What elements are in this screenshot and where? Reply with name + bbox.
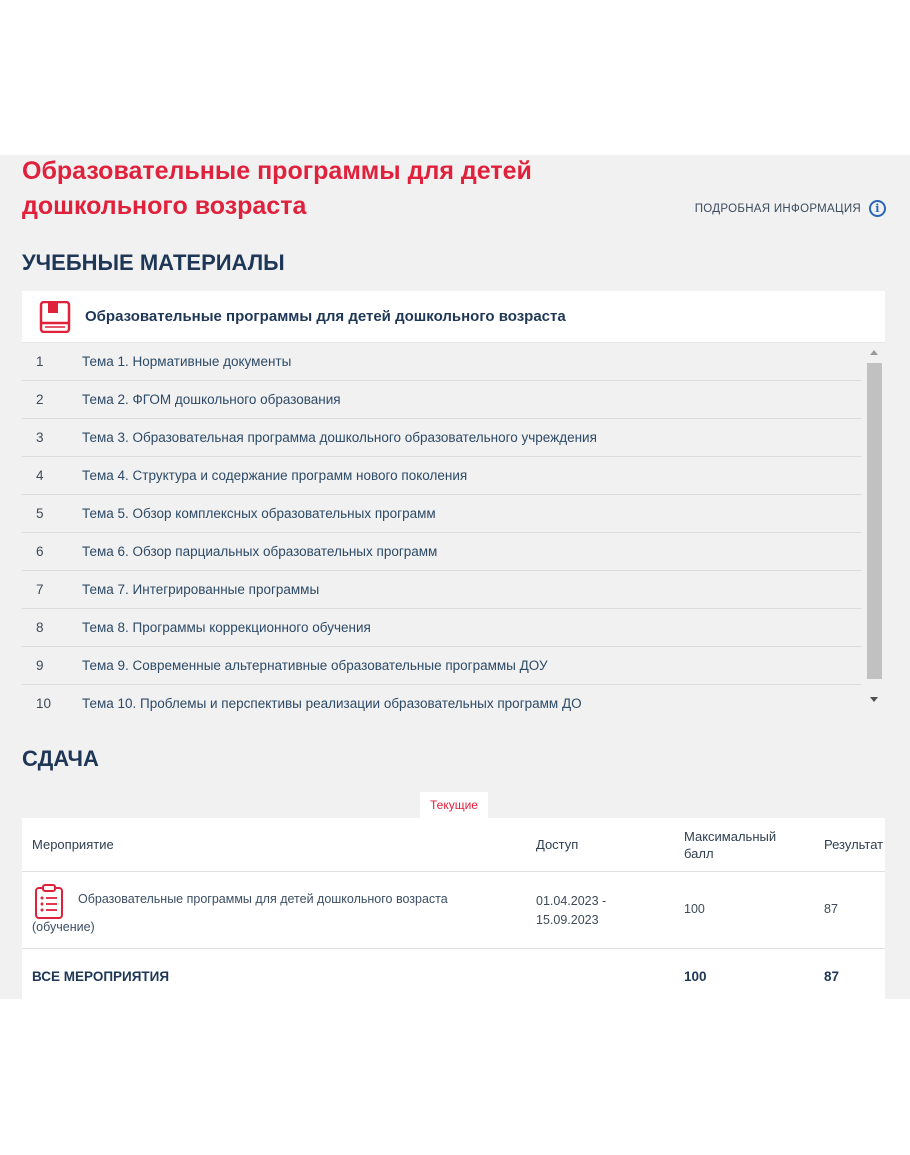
total-max-score: 100 [684, 969, 707, 984]
materials-section-title: УЧЕБНЫЕ МАТЕРИАЛЫ [22, 250, 285, 275]
event-max-score: 100 [684, 902, 705, 916]
scroll-down-arrow-icon[interactable] [870, 697, 878, 702]
column-access: Доступ [536, 837, 579, 852]
topic-row[interactable] [22, 419, 862, 457]
topic-list [22, 343, 862, 715]
topic-number: 6 [36, 544, 44, 559]
event-name-link[interactable]: Образовательные программы для детей дошкольного возраста [78, 892, 448, 906]
topic-link[interactable]: Тема 2. ФГОМ дошкольного образования [82, 392, 341, 407]
clipboard-icon [34, 884, 64, 920]
topic-row[interactable] [22, 343, 862, 381]
event-note: (обучение) [32, 920, 95, 934]
page-title: Образовательные программы для детей дошкольного возраста [22, 157, 532, 220]
topic-link[interactable]: Тема 9. Современные альтернативные образовательные программы ДОУ [82, 658, 548, 673]
topic-number: 8 [36, 620, 44, 635]
topic-number: 5 [36, 506, 44, 521]
topic-number: 1 [36, 354, 44, 369]
info-icon[interactable]: i [869, 200, 886, 217]
topic-link[interactable]: Тема 8. Программы коррекционного обучения [82, 620, 371, 635]
table-total-row [22, 949, 885, 1001]
topic-link[interactable]: Тема 5. Обзор комплексных образовательных программ [82, 506, 436, 521]
topic-row[interactable] [22, 381, 862, 419]
topic-number: 2 [36, 392, 44, 407]
book-icon [39, 301, 71, 333]
scroll-up-arrow-icon[interactable] [870, 350, 878, 355]
course-name: Образовательные программы для детей дошкольного возраста [85, 308, 566, 325]
topic-number: 10 [36, 696, 52, 711]
topic-link[interactable]: Тема 4. Структура и содержание программ нового поколения [82, 468, 468, 483]
column-result: Результат [824, 837, 884, 852]
topic-row[interactable] [22, 533, 862, 571]
column-max-score: Максимальный балл [684, 829, 777, 861]
course-card[interactable] [22, 291, 885, 343]
topic-number: 3 [36, 430, 44, 445]
topic-scrollbar[interactable] [866, 346, 883, 712]
topic-link[interactable]: Тема 7. Интегрированные программы [82, 582, 320, 597]
event-result: 87 [824, 902, 838, 916]
column-event: Мероприятие [32, 837, 114, 852]
topic-number: 4 [36, 468, 44, 483]
more-info-label: ПОДРОБНАЯ ИНФОРМАЦИЯ [694, 202, 861, 215]
topic-row[interactable] [22, 609, 862, 647]
topic-row[interactable] [22, 495, 862, 533]
topic-link[interactable]: Тема 10. Проблемы и перспективы реализации образовательных программ ДО [82, 696, 582, 711]
topic-link[interactable]: Тема 3. Образовательная программа дошкольного образовательного учреждения [82, 430, 597, 445]
topic-row[interactable] [22, 647, 862, 685]
event-access-dates: 01.04.2023 - 15.09.2023 [536, 894, 607, 927]
results-table [22, 818, 885, 999]
topic-row[interactable] [22, 685, 862, 715]
topic-link[interactable]: Тема 6. Обзор парциальных образовательных программ [82, 544, 438, 559]
topic-link[interactable]: Тема 1. Нормативные документы [82, 354, 292, 369]
topic-row[interactable] [22, 457, 862, 495]
scrollbar-thumb[interactable] [867, 363, 882, 679]
topic-number: 9 [36, 658, 44, 673]
table-header [22, 818, 885, 872]
total-result: 87 [824, 969, 840, 984]
pass-section-title: СДАЧА [22, 746, 99, 771]
total-label: ВСЕ МЕРОПРИЯТИЯ [32, 969, 170, 984]
table-row[interactable] [22, 872, 885, 949]
more-info-link[interactable] [695, 200, 886, 217]
topic-number: 7 [36, 582, 44, 597]
tab-current[interactable]: Текущие [420, 792, 488, 818]
topic-row[interactable] [22, 571, 862, 609]
